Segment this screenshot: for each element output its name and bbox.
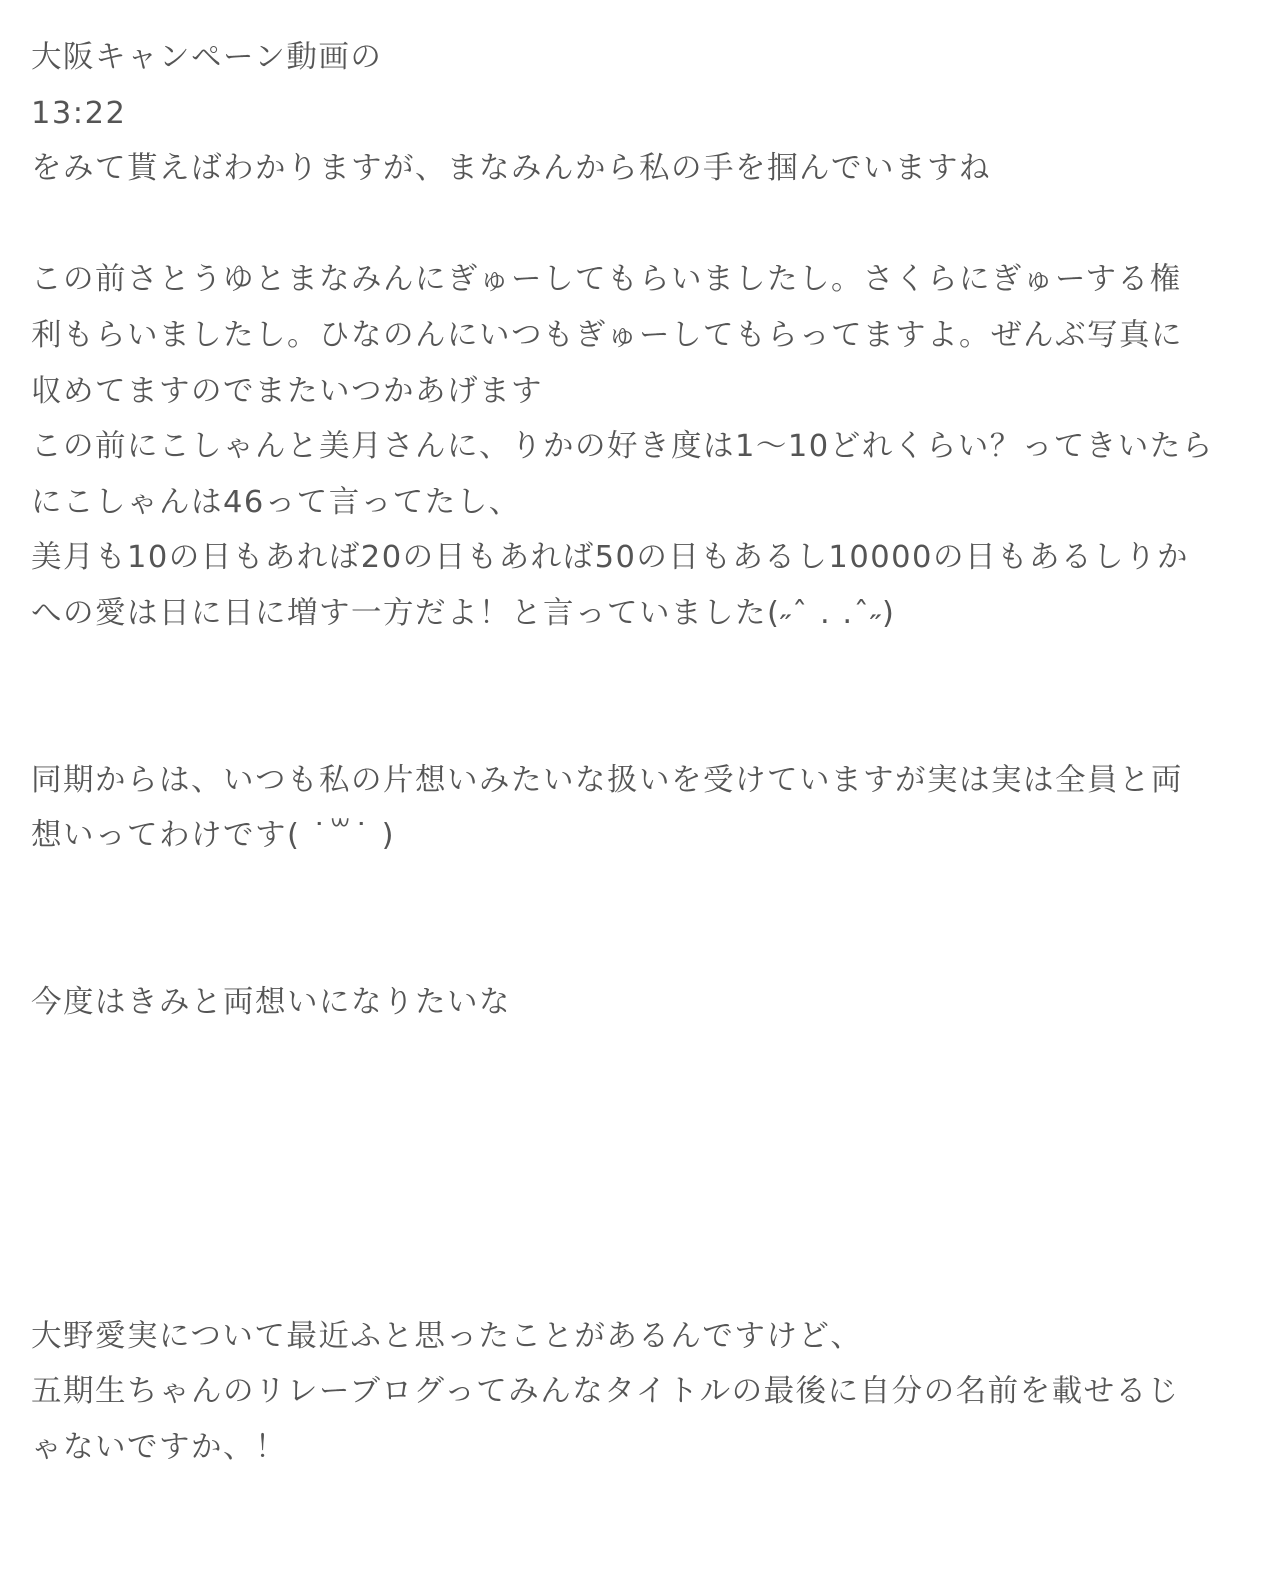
text-line: 同期からは、いつも私の片想いみたいな扱いを受けていますが実は実は全員と両 bbox=[31, 762, 1183, 798]
text-line: 13:22 bbox=[31, 95, 127, 131]
text-line: をみて貰えばわかりますが、まなみんから私の手を掴んでいますね bbox=[31, 151, 991, 187]
text-line: この前さとうゆとまなみんにぎゅーしてもらいましたし。さくらにぎゅーする権 bbox=[31, 262, 1182, 298]
text-line: 収めてますのでまたいつかあげます bbox=[31, 373, 543, 409]
blank-line bbox=[31, 197, 1261, 253]
text-line: への愛は日に日に増す一方だよ！と言っていました(˶ˆ . .ˆ˶) bbox=[31, 595, 896, 631]
blank-line bbox=[31, 697, 1261, 753]
text-line: 大阪キャンペーン動画の bbox=[31, 40, 383, 75]
blank-line bbox=[31, 1142, 1261, 1198]
blank-line bbox=[31, 1086, 1261, 1142]
blank-line bbox=[31, 642, 1261, 698]
text-line: 美月も10の日もあれば20の日もあれば50の日もあるし10000の日もあるしりか bbox=[31, 540, 1189, 576]
text-line: 大野愛実について最近ふと思ったことがあるんですけど、 bbox=[31, 1318, 863, 1354]
blank-line bbox=[31, 1253, 1261, 1309]
text-line: 今度はきみと両想いになりたいな bbox=[31, 985, 511, 1021]
blank-line bbox=[31, 1197, 1261, 1253]
text-line: この前にこしゃんと美月さんに、りかの好き度は1〜10どれくらい？ってきいたら bbox=[31, 429, 1214, 465]
text-line: 五期生ちゃんのリレーブログってみんなタイトルの最後に自分の名前を載せるじ bbox=[31, 1374, 1180, 1410]
text-line: にこしゃんは46って言ってたし、 bbox=[31, 484, 521, 520]
blog-body bbox=[31, 30, 1261, 1475]
text-line: 想いってわけです( ˙꒳˙ ) bbox=[31, 818, 396, 854]
text-line: ゃないですか、！ bbox=[31, 1429, 287, 1465]
blank-line bbox=[31, 864, 1261, 920]
blank-line bbox=[31, 1031, 1261, 1087]
text-line: 利もらいましたし。ひなのんにいつもぎゅーしてもらってますよ。ぜんぶ写真に bbox=[31, 317, 1183, 353]
blank-line bbox=[31, 920, 1261, 976]
